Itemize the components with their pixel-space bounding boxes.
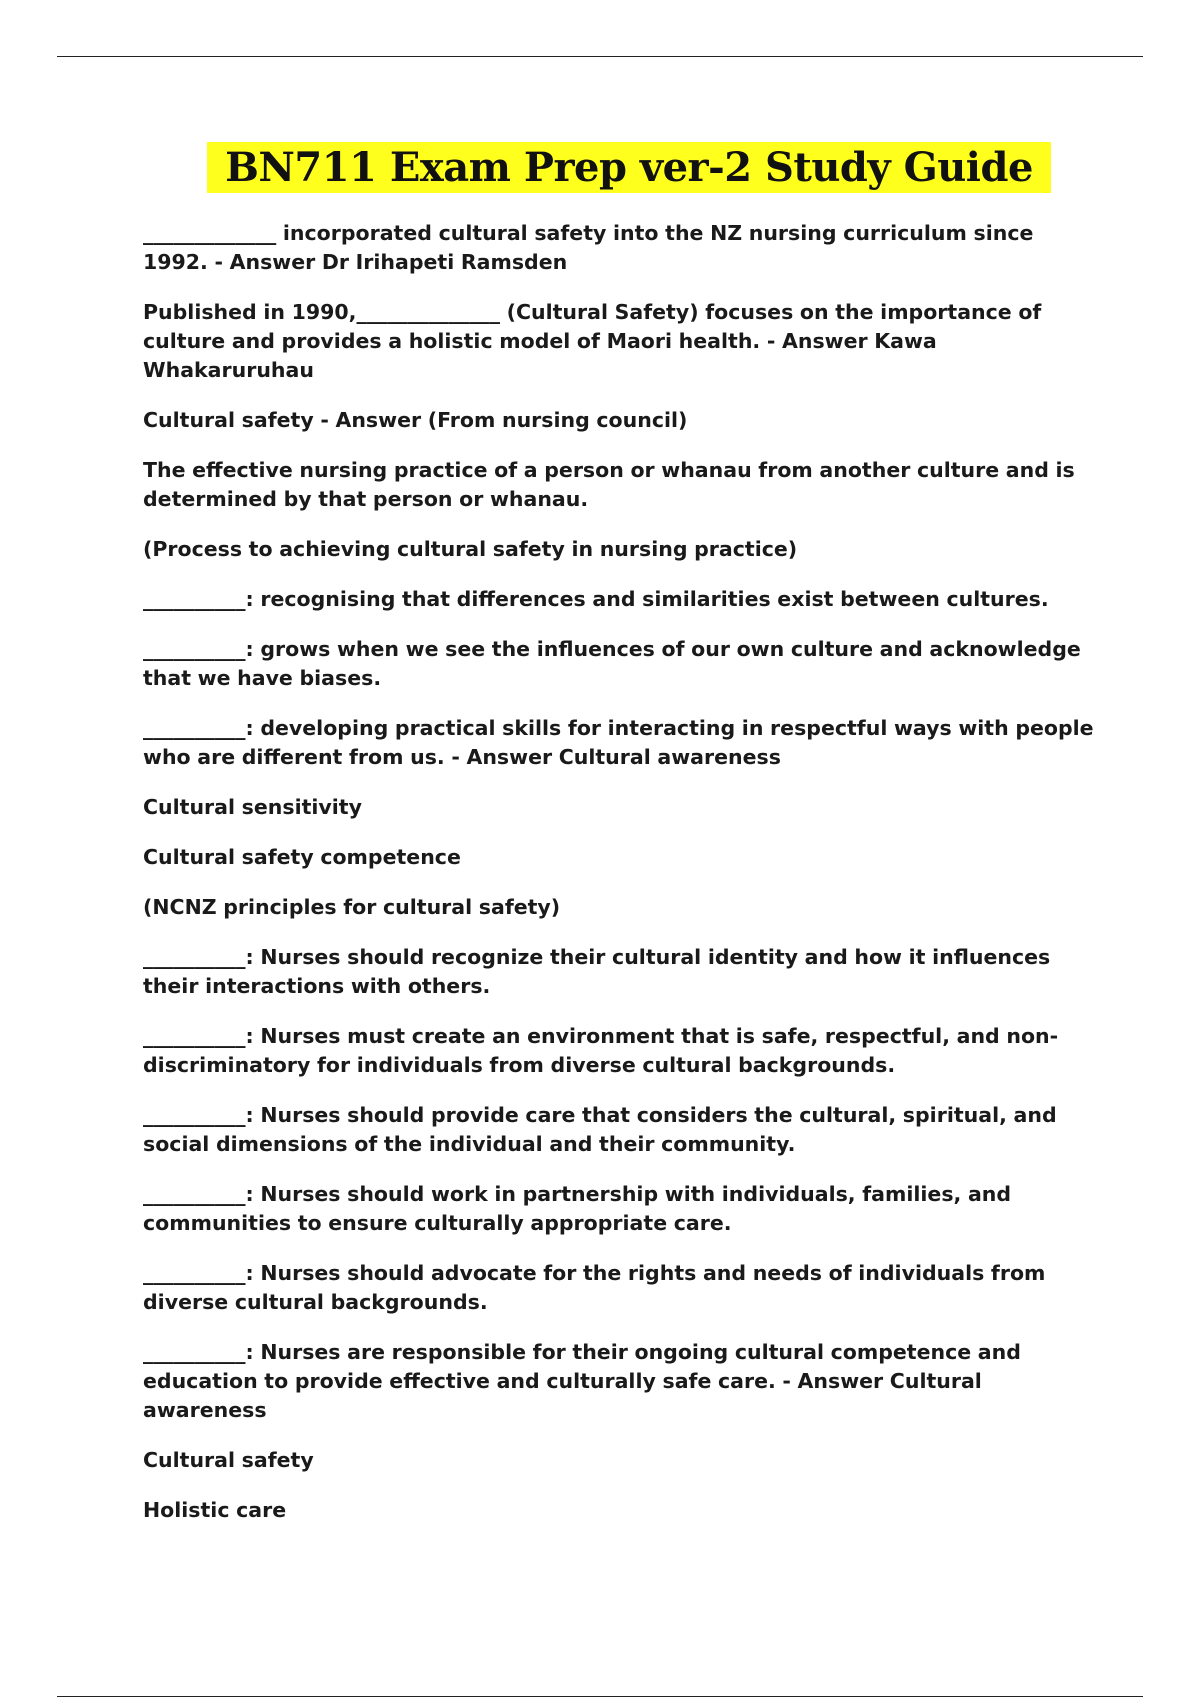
paragraph: __________: developing practical skills for interacting in respectful ways with people who are different from us. - Answer Cultural awareness [143,716,1094,769]
paragraph: Cultural sensitivity [143,795,362,819]
paragraph: __________: Nurses should recognize their cultural identity and how it influences their interactions with others. [143,945,1051,998]
title-highlight [207,142,1051,193]
paragraph: Cultural safety [143,1448,314,1472]
paragraph: The effective nursing practice of a person or whanau from another culture and is determined by that person or whanau. [143,458,1075,511]
paragraph: Cultural safety - Answer (From nursing council) [143,408,688,432]
paragraph: __________: grows when we see the influences of our own culture and acknowledge that we have biases. [143,637,1081,690]
paragraph: Holistic care [143,1498,287,1522]
paragraph: __________: Nurses should advocate for the rights and needs of individuals from diverse cultural backgrounds. [143,1261,1046,1314]
top-divider [57,56,1143,57]
paragraph: __________: Nurses must create an environment that is safe, respectful, and non-discriminatory for individuals from diverse cultural backgrounds. [143,1024,1059,1077]
page-title: BN711 Exam Prep ver-2 Study Guide [225,144,1033,191]
document-body [143,219,1103,1546]
paragraph: (NCNZ principles for cultural safety) [143,895,561,919]
bottom-divider [57,1696,1143,1697]
paragraph: __________: Nurses are responsible for their ongoing cultural competence and education to provide effective and culturally safe care. - Answer Cultural awareness [143,1340,1021,1422]
paragraph: (Process to achieving cultural safety in nursing practice) [143,537,798,561]
paragraph: __________: Nurses should provide care that considers the cultural, spiritual, and social dimensions of the individual and their community. [143,1103,1057,1156]
paragraph: Published in 1990,______________ (Cultural Safety) focuses on the importance of culture and provides a holistic model of Maori health. - Answer Kawa Whakaruruhau [143,300,1042,382]
paragraph: __________: recognising that differences and similarities exist between cultures. [143,587,1049,611]
paragraph: Cultural safety competence [143,845,461,869]
paragraph: __________: Nurses should work in partnership with individuals, families, and communities to ensure culturally appropriate care. [143,1182,1012,1235]
paragraph: _____________ incorporated cultural safety into the NZ nursing curriculum since 1992. - Answer Dr Irihapeti Ramsden [143,221,1034,274]
